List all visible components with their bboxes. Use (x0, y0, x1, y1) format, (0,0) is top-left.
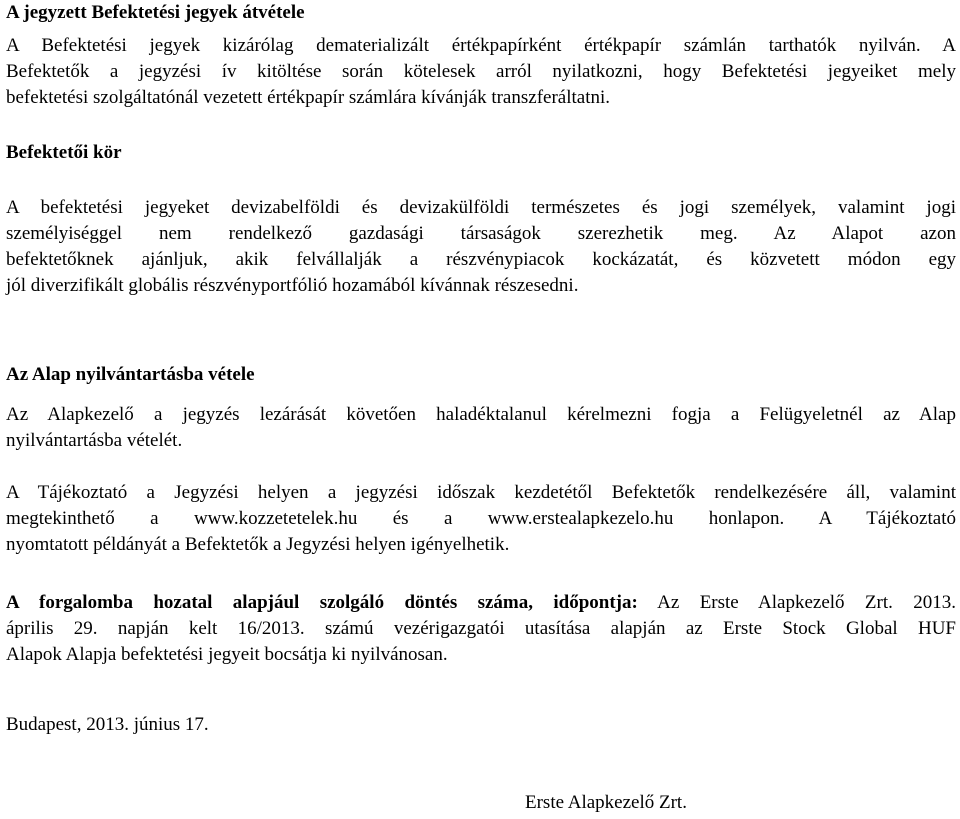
signature: Erste Alapkezelő Zrt. (525, 792, 687, 813)
text-line: nyilvántartásba vételét. (6, 430, 183, 451)
decision-line-1-rest: Az Erste Alapkezelő Zrt. 2013. (657, 592, 957, 613)
decision-line-3: Alapok Alapja befektetési jegyeit bocsátja ki nyilvánosan. (6, 644, 448, 665)
text-line: A Befektetési jegyek kizárólag dematerializált értékpapírként értékpapír számlán tarthatók nyilván. A (6, 35, 956, 56)
section-title-registration: Az Alap nyilvántartásba vétele (6, 364, 255, 385)
text-line: Az Alapkezelő a jegyzés lezárását követően haladéktalanul kérelmezni fogja a Felügyeletnél az Alap (6, 404, 956, 425)
decision-line-2: április 29. napján kelt 16/2013. számú vezérigazgatói utasítása alapján az Erste Stock Global HUF (6, 618, 956, 639)
text-line: személyiséggel nem rendelkező gazdasági társaságok szerezhetik meg. Az Alapot azon (6, 223, 956, 244)
section-body-investors (6, 195, 956, 299)
decision-label: A forgalomba hozatal alapjául szolgáló döntés száma, időpontja: (6, 592, 638, 613)
text-line: befektetőknek ajánljuk, akik felvállalják a részvénypiacok kockázatát, és közvetett módon egy (6, 249, 956, 270)
place-date: Budapest, 2013. június 17. (6, 714, 209, 735)
text-line: jól diverzifikált globális részvényportfólió hozamából kívánnak részesedni. (6, 275, 579, 296)
text-line: A Tájékoztató a Jegyzési helyen a jegyzési időszak kezdetétől Befektetők rendelkezésére áll, valamint (6, 482, 956, 503)
decision-paragraph (6, 590, 956, 668)
text-line: befektetési szolgáltatónál vezetett értékpapír számlára kívánják transzferáltatni. (6, 87, 611, 108)
text-line: megtekinthető a www.kozzetetelek.hu és a www.erstealapkezelo.hu honlapon. A Tájékoztató (6, 508, 956, 529)
text-line: nyomtatott példányát a Befektetők a Jegyzési helyen igényelhetik. (6, 534, 510, 555)
section-body-registration (6, 402, 956, 454)
info-paragraph (6, 480, 956, 558)
text-line: Befektetők a jegyzési ív kitöltése során kötelesek arról nyilatkozni, hogy Befektetési jegyeiket mely (6, 61, 956, 82)
section-body-delivery (6, 33, 956, 111)
section-title-delivery: A jegyzett Befektetési jegyek átvétele (6, 2, 305, 23)
section-title-investors: Befektetői kör (6, 142, 122, 163)
text-line: A befektetési jegyeket devizabelföldi és devizakülföldi természetes és jogi személyek, valamint jogi (6, 197, 956, 218)
decision-line-1 (6, 590, 956, 616)
